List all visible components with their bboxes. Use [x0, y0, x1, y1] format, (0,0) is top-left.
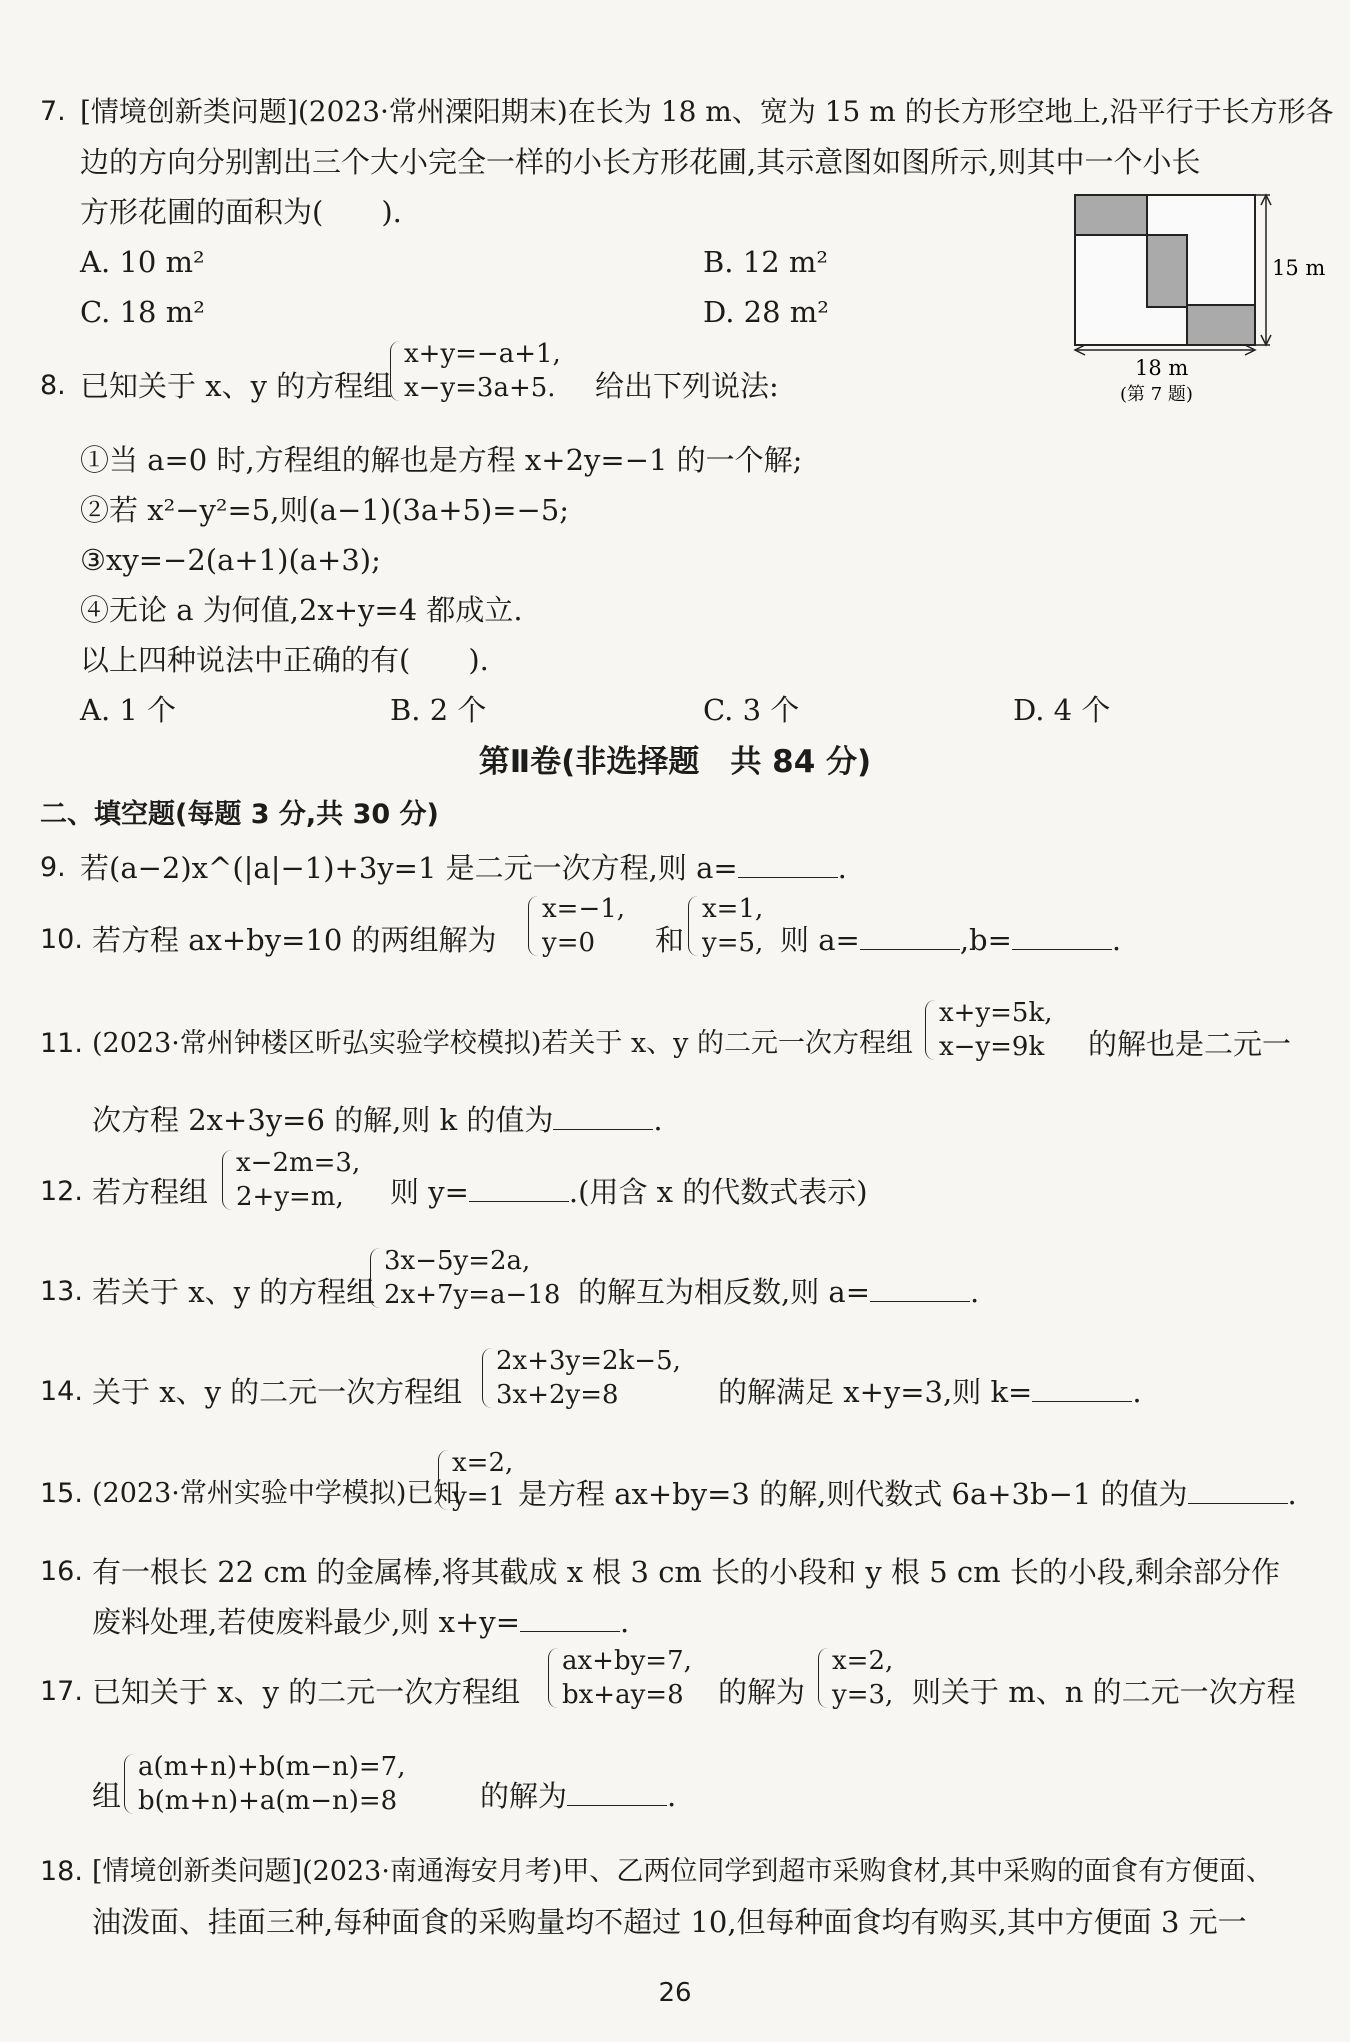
q8-option-a: A. 1 个	[80, 693, 177, 727]
q15-pre: (2023·常州实验中学模拟)已知	[92, 1478, 461, 1509]
q7-option-a: A. 10 m²	[80, 245, 205, 279]
q14-blank[interactable]	[1032, 1375, 1132, 1402]
q7-number: 7.	[40, 96, 66, 127]
q12-post: 则 y= .(用含 x 的代数式表示)	[390, 1175, 868, 1209]
q8-pre: 已知关于 x、y 的方程组	[80, 369, 393, 403]
q7-garden-3	[1187, 305, 1255, 345]
q15-system: x=2, y=1	[438, 1446, 499, 1514]
q17-line2-post: 的解为 .	[480, 1779, 677, 1813]
q15-blank[interactable]	[1188, 1477, 1288, 1504]
q10-pre: 若方程 ax+by=10 的两组解为	[92, 923, 497, 957]
q8-option-b: B. 2 个	[390, 693, 487, 727]
q9-number: 9.	[40, 852, 66, 883]
q11-line2: 次方程 2x+3y=6 的解,则 k 的值为 .	[92, 1103, 663, 1137]
q17-system-2: x=2, y=3,	[818, 1644, 879, 1712]
q8-post: 给出下列说法:	[595, 369, 779, 403]
q12-blank[interactable]	[469, 1175, 569, 1202]
q10-blank-b[interactable]	[1012, 923, 1112, 950]
q8-statement-4: ④无论 a 为何值,2x+y=4 都成立.	[80, 593, 523, 627]
q16-line1: 有一根长 22 cm 的金属棒,将其截成 x 根 3 cm 长的小段和 y 根 5 cm 长的小段,剩余部分作	[92, 1555, 1281, 1589]
q12-pre: 若方程组	[92, 1175, 209, 1209]
q17-number: 17.	[40, 1676, 83, 1707]
q11-post: 的解也是二元一	[1088, 1027, 1292, 1061]
part2-title: 第Ⅱ卷(非选择题 共 84 分)	[478, 744, 872, 780]
q18-number: 18.	[40, 1856, 83, 1887]
q8-eq2: x−y=3a+5.	[404, 373, 556, 403]
q7-option-c: C. 18 m²	[80, 295, 205, 329]
q13-post: 的解互为相反数,则 a= .	[578, 1275, 980, 1309]
q10-blank-a[interactable]	[860, 923, 960, 950]
q13-blank[interactable]	[870, 1275, 970, 1302]
q8-ask: 以上四种说法中正确的有( ).	[80, 643, 489, 677]
q10-mid: 和	[655, 923, 685, 957]
q9-blank[interactable]	[738, 851, 838, 878]
q13-pre: 若关于 x、y 的方程组	[92, 1275, 376, 1309]
q7-line2: 边的方向分别割出三个大小完全一样的小长方形花圃,其示意图如图所示,则其中一个小长	[80, 145, 1201, 179]
q8-number: 8.	[40, 370, 66, 401]
q7-figure	[1070, 185, 1330, 410]
q7-height-label: 15 m	[1272, 256, 1326, 280]
q10-system-2: x=1, y=5,	[688, 892, 749, 960]
q8-option-c: C. 3 个	[703, 693, 800, 727]
q17-mid: 的解为	[718, 1675, 806, 1709]
q7-line3: 方形花圃的面积为( ).	[80, 195, 402, 229]
q16-number: 16.	[40, 1556, 83, 1587]
page-number: 26	[658, 1978, 692, 2008]
q17-system-3: a(m+n)+b(m−n)=7, b(m+n)+a(m−n)=8	[124, 1750, 391, 1818]
q7-garden-1	[1075, 195, 1147, 235]
q7-garden-2	[1147, 235, 1187, 307]
q7-caption: (第 7 题)	[1120, 384, 1193, 405]
q11-system: x+y=5k, x−y=9k	[925, 996, 1038, 1064]
q10-post: 则 a= ,b= .	[780, 923, 1122, 957]
q18-line2: 油泼面、挂面三种,每种面食的采购量均不超过 10,但每种面食均有购买,其中方便面 3 元一	[92, 1905, 1247, 1939]
q15-post: 是方程 ax+by=3 的解,则代数式 6a+3b−1 的值为 .	[518, 1477, 1297, 1511]
q16-line2: 废料处理,若使废料最少,则 x+y= .	[92, 1605, 630, 1639]
q16-blank[interactable]	[520, 1605, 620, 1632]
section2-heading: 二、填空题(每题 3 分,共 30 分)	[40, 799, 439, 830]
q10-system-1: x=−1, y=0	[528, 892, 611, 960]
q8-eq1: x+y=−a+1,	[404, 339, 561, 369]
q13-system: 3x−5y=2a, 2x+7y=a−18	[370, 1244, 546, 1312]
q14-number: 14.	[40, 1376, 83, 1407]
q11-number: 11.	[40, 1028, 83, 1059]
q14-post: 的解满足 x+y=3,则 k= .	[718, 1375, 1142, 1409]
q15-number: 15.	[40, 1478, 83, 1509]
q17-pre: 已知关于 x、y 的二元一次方程组	[92, 1675, 521, 1709]
q10-number: 10.	[40, 924, 83, 955]
q11-pre: (2023·常州钟楼区昕弘实验学校模拟)若关于 x、y 的二元一次方程组	[92, 1028, 914, 1059]
q17-line2-pre: 组	[92, 1779, 122, 1813]
q7-option-d: D. 28 m²	[703, 295, 829, 329]
q8-system	[390, 337, 561, 405]
q7-line1: [情境创新类问题](2023·常州溧阳期末)在长为 18 m、宽为 15 m 的长方形空地上,沿平行于长方形各	[80, 95, 1334, 128]
q14-pre: 关于 x、y 的二元一次方程组	[92, 1375, 463, 1409]
q12-number: 12.	[40, 1176, 83, 1207]
q8-statement-3: ③xy=−2(a+1)(a+3);	[80, 543, 381, 577]
q17-system-1: ax+by=7, bx+ay=8	[548, 1644, 678, 1712]
q17-blank[interactable]	[567, 1779, 667, 1806]
q18-line1: [情境创新类问题](2023·南通海安月考)甲、乙两位同学到超市采购食材,其中采购的面食有方便面、	[92, 1856, 1274, 1887]
q9-text: 若(a−2)x^(|a|−1)+3y=1 是二元一次方程,则 a= .	[80, 851, 847, 885]
q14-system: 2x+3y=2k−5, 3x+2y=8	[482, 1344, 667, 1412]
q8-statement-2: ②若 x²−y²=5,则(a−1)(3a+5)=−5;	[80, 493, 570, 527]
q7-option-b: B. 12 m²	[703, 245, 828, 279]
q8-option-d: D. 4 个	[1013, 693, 1111, 727]
q7-width-label: 18 m	[1135, 356, 1189, 380]
q12-system: x−2m=3, 2+y=m,	[222, 1146, 346, 1214]
q8-statement-1: ①当 a=0 时,方程组的解也是方程 x+2y=−1 的一个解;	[80, 443, 803, 477]
q17-post: 则关于 m、n 的二元一次方程	[912, 1675, 1296, 1709]
q11-blank[interactable]	[553, 1103, 653, 1130]
q13-number: 13.	[40, 1276, 83, 1307]
